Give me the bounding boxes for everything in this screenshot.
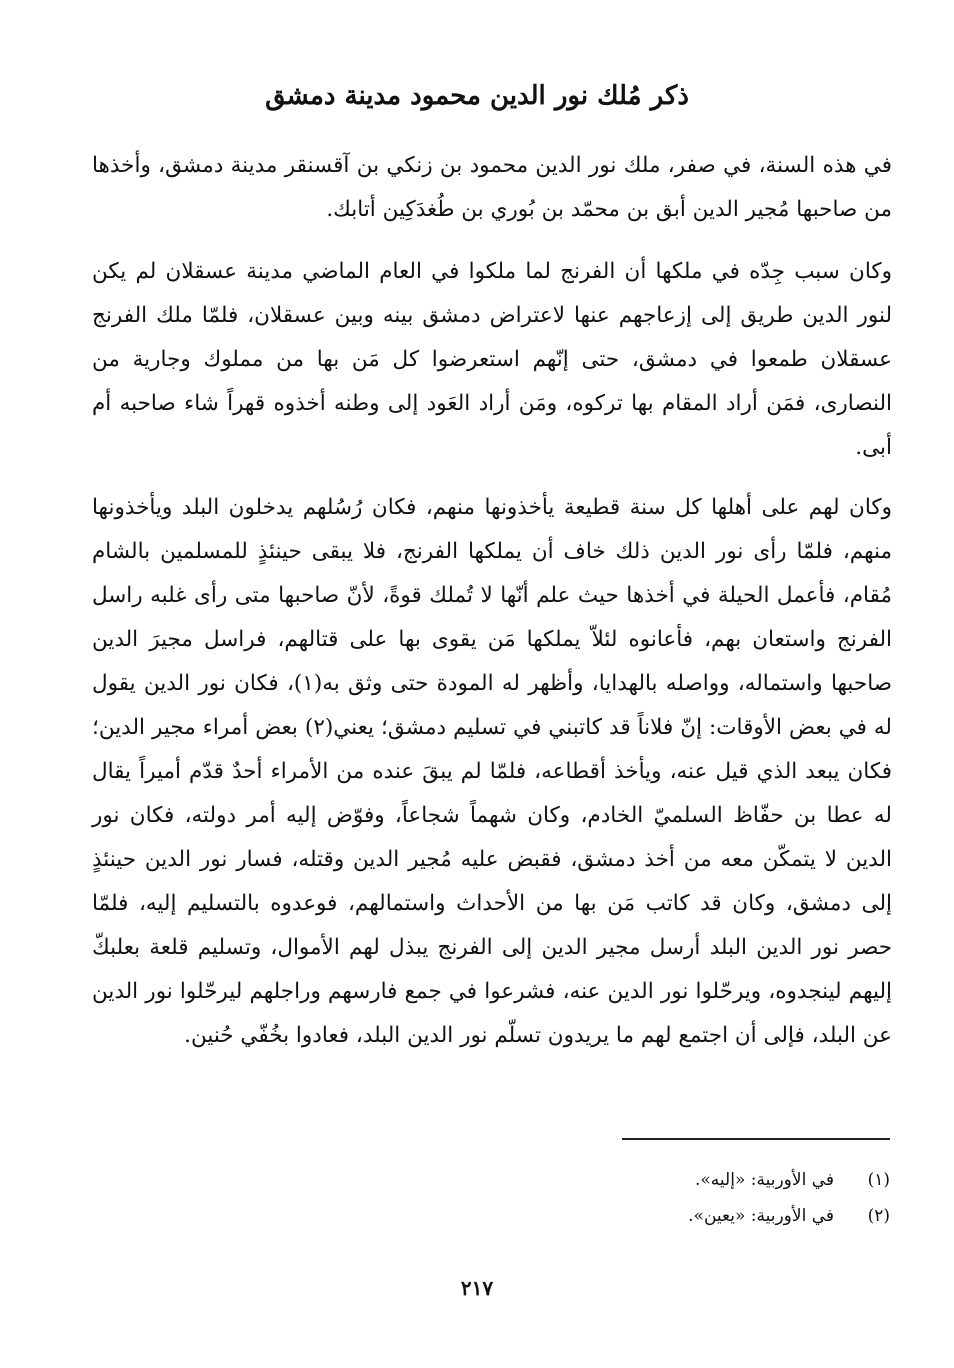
footnote-number: (٢): [867, 1206, 890, 1226]
footnote-item: [290, 1162, 890, 1198]
paragraph-3: وكان لهم على أهلها كل سنة قطيعة يأخذونها منهم، فكان رُسُلهم يدخلون البلد ويأخذونها منهم، فلمّا رأى نور الدين ذلك خاف أن يملكها الفرنج، فلا يبقى حينئذٍ للمسلمين بالشام مُقام، فأعمل الحيلة في أخذها حيث علم أنّها لا تُملك قوةً، لأنّ صاحبها متى رأى غلبه راسل الفرنج واستعان بهم، فأعانوه لئلاّ يملكها مَن يقوى بها على قتالهم، فراسل مجيرَ الدين صاحبها واستماله، وواصله بالهدايا، وأظهر له المودة حتى وثق به(١)، فكان نور الدين يقول له في بعض الأوقات: إنّ فلاناً قد كاتبني في تسليم دمشق؛ يعني(٢) بعض أمراء مجير الدين؛ فكان يبعد الذي قيل عنه، ويأخذ أقطاعه، فلمّا لم يبقَ عنده من الأمراء أحدٌ قدّم أميراً يقال له عطا بن حفّاظ السلميّ الخادم، وكان شهماً شجاعاً، وفوّض إليه أمر دولته، فكان نور الدين لا يتمكّن معه من أخذ دمشق، فقبض عليه مُجير الدين وقتله، فسار نور الدين حينئذٍ إلى دمشق، وكان قد كاتب مَن بها من الأحداث واستمالهم، فوعدوه بالتسليم إليه، فلمّا حصر نور الدين البلد أرسل مجير الدين إلى الفرنج يبذل لهم الأموال، وتسليم قلعة بعلبكّ إليهم لينجدوه، ويرحّلوا نور الدين عنه، فشرعوا في جمع فارسهم وراجلهم ليرحّلوا نور الدين عن البلد، فإلى أن اجتمع لهم ما يريدون تسلّم نور الدين البلد، فعادوا بخُفّي حُنين.: [92, 495, 892, 1048]
footnote-text: في الأوربية: «يعين».: [688, 1206, 834, 1226]
paragraph-2: وكان سبب جِدّه في ملكها أن الفرنج لما ملكوا في العام الماضي مدينة عسقلان لم يكن لنور الدين طريق إلى إزعاجهم عنها لاعتراض دمشق بينه وبين عسقلان، فلمّا ملك الفرنج عسقلان طمعوا في دمشق، حتى إنّهم استعرضوا كل مَن بها من مملوك وجارية من النصارى، فمَن أراد المقام بها تركوه، ومَن أراد العَود إلى وطنه أخذوه قهراً شاء صاحبه أم أبى.: [92, 259, 892, 460]
footnote-divider: [622, 1138, 890, 1140]
footnote-item: [290, 1198, 890, 1234]
section-title: ذكر مُلك نور الدين محمود مدينة دمشق: [265, 81, 689, 111]
footnotes-list: [290, 1162, 890, 1234]
footnote-text: في الأوربية: «إليه».: [695, 1170, 834, 1190]
page-number: ٢١٧: [460, 1276, 494, 1300]
paragraph-1: في هذه السنة، في صفر، ملك نور الدين محمود بن زنكي بن آقسنقر مدينة دمشق، وأخذها من صاحبها مُجير الدين أبق بن محمّد بن بُوري بن طُغدَكِين أتابك.: [92, 153, 892, 222]
footnote-number: (١): [867, 1170, 890, 1190]
